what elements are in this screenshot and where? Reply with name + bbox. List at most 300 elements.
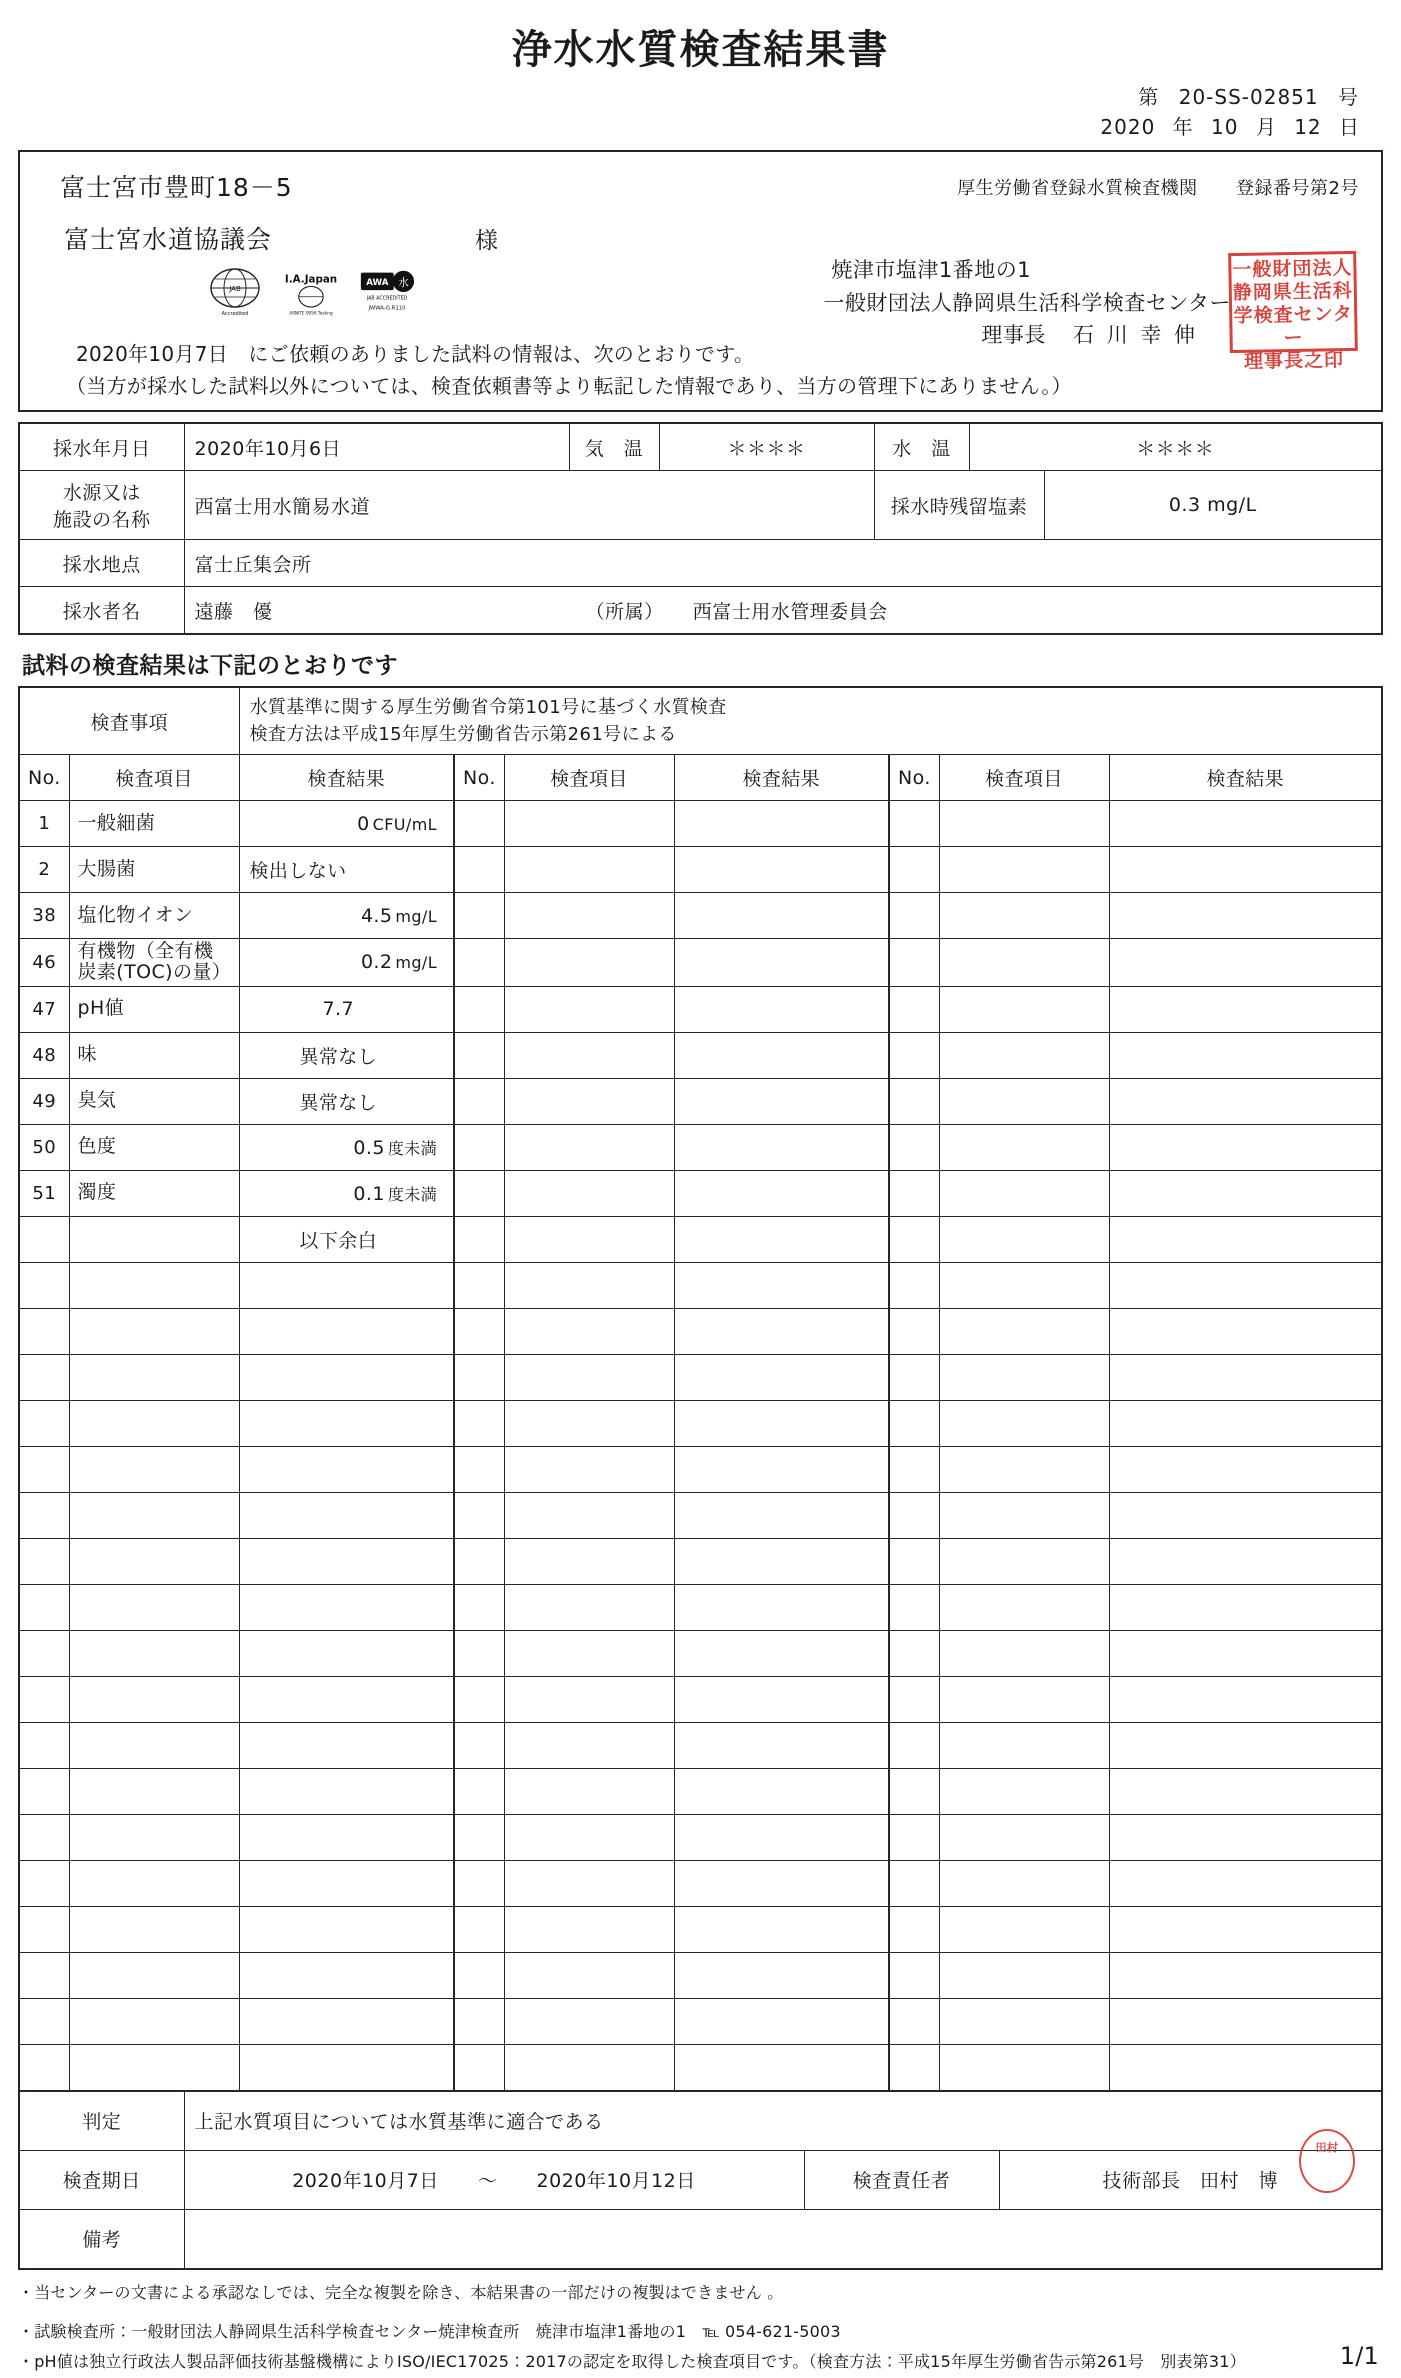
result-no-3 (889, 1722, 939, 1768)
result-item-3 (939, 939, 1109, 987)
result-no-3 (889, 1492, 939, 1538)
result-value-cell (239, 1400, 454, 1446)
result-item-2 (504, 1262, 674, 1308)
result-no (19, 1216, 69, 1262)
result-value-cell-3 (1109, 1492, 1382, 1538)
table-row (19, 1262, 1382, 1308)
ia-japan-logo (281, 264, 341, 320)
result-no-2 (454, 1078, 504, 1124)
table-row (19, 1308, 1382, 1354)
footnote-1: ・当センターの文書による承認なしでは、完全な複製を除き、本結果書の一部だけの複製はできません 。 (18, 2282, 784, 2302)
result-value-cell-2 (674, 1262, 889, 1308)
col-result-2: 検査結果 (674, 755, 889, 801)
remarks-row (19, 2209, 1382, 2269)
result-value-cell (239, 1998, 454, 2044)
result-value-cell (239, 1906, 454, 1952)
result-value-cell-3 (1109, 986, 1382, 1032)
result-no: 2 (19, 847, 69, 893)
issue-month: 10 (1211, 115, 1239, 139)
jwwa-logo (357, 264, 417, 320)
result-no-2 (454, 1952, 504, 1998)
results-section-heading: 試料の検査結果は下記のとおりです (22, 653, 398, 679)
svg-text:JAB ACCREDITED: JAB ACCREDITED (366, 296, 408, 302)
result-item-line1: 有機物（全有機 (77, 940, 214, 962)
result-no: 47 (19, 986, 69, 1032)
result-no-2 (454, 1400, 504, 1446)
header-box (18, 150, 1383, 412)
facility-name-label-line2: 施設の名称 (52, 509, 151, 531)
result-item-2 (504, 801, 674, 847)
notice-line-1: 2020年10月7日 にご依頼のありました試料の情報は、次のとおりです。 (76, 342, 755, 366)
result-unit: 度未満 (387, 1184, 438, 1204)
inspection-results-table (18, 686, 1383, 2092)
result-no-2 (454, 1492, 504, 1538)
result-item-3 (939, 1400, 1109, 1446)
table-row (19, 1676, 1382, 1722)
col-no-2: No. (454, 755, 504, 801)
result-no-2 (454, 801, 504, 847)
result-item-2 (504, 1630, 674, 1676)
table-row (19, 801, 1382, 847)
table-row (19, 1400, 1382, 1446)
result-unit: mg/L (395, 906, 438, 926)
result-no-2 (454, 1630, 504, 1676)
result-value-cell-2 (674, 1906, 889, 1952)
result-item: 臭気 (69, 1078, 239, 1124)
result-item-2 (504, 2044, 674, 2091)
result-value-cell-2 (674, 1078, 889, 1124)
result-item (69, 1262, 239, 1308)
table-row (19, 423, 1382, 471)
result-item-3 (939, 1860, 1109, 1906)
result-value-cell (239, 1262, 454, 1308)
result-no-2 (454, 1860, 504, 1906)
result-no-2 (454, 1216, 504, 1262)
sampler-name-value: 遠藤 優 (194, 600, 273, 623)
remarks-value (184, 2209, 1382, 2269)
table-row (19, 1952, 1382, 1998)
table-row (19, 1814, 1382, 1860)
result-value-cell-2 (674, 1538, 889, 1584)
result-value: 検出しない (249, 860, 347, 882)
result-no (19, 1354, 69, 1400)
svg-text:ASNITE 0056 Testing: ASNITE 0056 Testing (289, 310, 333, 316)
responsible-value: 技術部長 田村 博 (1102, 2170, 1278, 2193)
accreditation-logos (205, 264, 417, 320)
remarks-label: 備考 (19, 2209, 184, 2269)
result-value-cell-2 (674, 1952, 889, 1998)
summary-footer-table (18, 2090, 1383, 2270)
result-value-cell-3 (1109, 1860, 1382, 1906)
result-item-2 (504, 1814, 674, 1860)
result-no-2 (454, 847, 504, 893)
result-no-3 (889, 1906, 939, 1952)
result-value-cell (239, 986, 454, 1032)
result-value-cell-3 (1109, 1400, 1382, 1446)
col-item-1: 検査項目 (69, 755, 239, 801)
result-value-cell (239, 1032, 454, 1078)
result-value-cell (239, 1170, 454, 1216)
result-value-cell-3 (1109, 1216, 1382, 1262)
criteria-row (19, 687, 1382, 755)
col-item-2: 検査項目 (504, 755, 674, 801)
result-value-cell-3 (1109, 1078, 1382, 1124)
result-no-3 (889, 1308, 939, 1354)
sampler-name-cell (184, 587, 1382, 635)
result-item (69, 1400, 239, 1446)
table-row (19, 1860, 1382, 1906)
result-value-cell-3 (1109, 1446, 1382, 1492)
result-no-3 (889, 2044, 939, 2091)
sampling-date-value: 2020年10月6日 (184, 423, 569, 471)
result-no-2 (454, 1768, 504, 1814)
result-no-2 (454, 1308, 504, 1354)
footnote-3: ・pH値は独立行政法人製品評価技術基盤機構によりISO/IEC17025：2017の認定を取得した検査項目です。（検査方法：平成15年厚生労働省告示第261号 別表第31） (18, 2351, 1246, 2371)
result-value-cell-2 (674, 1400, 889, 1446)
air-temp-value: ＊＊＊＊ (659, 423, 874, 471)
result-no-2 (454, 1722, 504, 1768)
result-value-cell (239, 1722, 454, 1768)
result-item-2 (504, 1032, 674, 1078)
result-no-3 (889, 939, 939, 987)
notice-line-2: （当方が採水した試料以外については、検査依頼書等より転記した情報であり、当方の管理下にありません。） (66, 374, 1072, 398)
result-item (69, 1584, 239, 1630)
criteria-line-2: 検査方法は平成15年厚生労働省告示第261号による (249, 724, 677, 745)
result-item-3 (939, 1584, 1109, 1630)
sampling-point-value: 富士丘集会所 (184, 540, 1382, 587)
sampler-name-label: 採水者名 (19, 587, 184, 635)
table-row (19, 587, 1382, 635)
issuer-name: 石 川 幸 伸 (1073, 323, 1199, 348)
result-no-2 (454, 1032, 504, 1078)
result-item-3 (939, 1998, 1109, 2044)
result-no (19, 1998, 69, 2044)
result-value-cell (239, 939, 454, 987)
result-no-3 (889, 1262, 939, 1308)
result-value-cell-2 (674, 939, 889, 987)
result-item (69, 1722, 239, 1768)
affiliation-value: 西富士用水管理委員会 (692, 600, 888, 623)
judgement-label: 判定 (19, 2091, 184, 2151)
svg-text:I.A.Japan: I.A.Japan (284, 273, 338, 286)
result-item (69, 1354, 239, 1400)
result-item: pH値 (69, 986, 239, 1032)
footnote-2: ・試験検査所：一般財団法人静岡県生活科学検査センター焼津検査所 焼津市塩津1番地の1 ℡ 054-621-5003 (18, 2322, 841, 2342)
result-item-3 (939, 1492, 1109, 1538)
result-item (69, 1676, 239, 1722)
document-number-suffix: 号 (1338, 85, 1359, 109)
result-no (19, 1722, 69, 1768)
table-row (19, 1768, 1382, 1814)
result-item-3 (939, 1538, 1109, 1584)
result-item (69, 1768, 239, 1814)
result-value-cell-2 (674, 1860, 889, 1906)
result-item-2 (504, 1906, 674, 1952)
result-no-3 (889, 1584, 939, 1630)
result-no-2 (454, 986, 504, 1032)
issuer-block (823, 254, 1231, 352)
result-no-3 (889, 1768, 939, 1814)
result-value-cell (239, 1216, 454, 1262)
table-row (19, 1492, 1382, 1538)
header-meta (18, 82, 1383, 142)
result-value: 異常なし (299, 1045, 378, 1068)
result-value-cell-2 (674, 893, 889, 939)
svg-text:JAB: JAB (229, 285, 241, 293)
result-value: 0.5 (353, 1136, 385, 1159)
result-item: 一般細菌 (69, 801, 239, 847)
results-header-row (19, 755, 1382, 801)
result-value: 0.2 (360, 951, 393, 974)
result-value-cell-3 (1109, 1630, 1382, 1676)
result-no-3 (889, 1860, 939, 1906)
table-row (19, 1722, 1382, 1768)
col-result-3: 検査結果 (1109, 755, 1382, 801)
result-no (19, 1262, 69, 1308)
jab-mra-logo (205, 264, 265, 320)
result-no (19, 1814, 69, 1860)
period-from: 2020年10月7日 (292, 2170, 439, 2193)
result-value-cell-3 (1109, 1124, 1382, 1170)
table-row (19, 986, 1382, 1032)
result-item-3 (939, 1630, 1109, 1676)
result-item (69, 1492, 239, 1538)
issue-day: 12 (1294, 115, 1322, 139)
result-item-3 (939, 1952, 1109, 1998)
result-no (19, 1676, 69, 1722)
table-row (19, 939, 1382, 987)
result-no: 49 (19, 1078, 69, 1124)
result-value-cell (239, 1308, 454, 1354)
result-value-cell-3 (1109, 939, 1382, 987)
result-item-3 (939, 801, 1109, 847)
result-item-3 (939, 1354, 1109, 1400)
registration-line (957, 174, 1359, 200)
result-no-2 (454, 939, 504, 987)
issuer-title: 理事長 (981, 323, 1046, 348)
result-value-cell-3 (1109, 1354, 1382, 1400)
result-value-cell-3 (1109, 801, 1382, 847)
sampling-date-label: 採水年月日 (19, 423, 184, 471)
result-item (69, 1906, 239, 1952)
result-item: 大腸菌 (69, 847, 239, 893)
result-item-3 (939, 847, 1109, 893)
result-item-3 (939, 1768, 1109, 1814)
facility-name-label (19, 471, 184, 540)
result-item-line2: 炭素(TOC)の量） (77, 961, 232, 984)
result-value-cell (239, 847, 454, 893)
table-row (19, 1078, 1382, 1124)
result-no-3 (889, 1400, 939, 1446)
result-no-3 (889, 847, 939, 893)
result-value-cell (239, 1630, 454, 1676)
result-value-cell-2 (674, 1170, 889, 1216)
result-value-cell-3 (1109, 1814, 1382, 1860)
result-value-cell (239, 1952, 454, 1998)
result-no-3 (889, 1446, 939, 1492)
result-item-2 (504, 1170, 674, 1216)
document-number-prefix: 第 (1138, 85, 1160, 109)
result-value-cell-2 (674, 1676, 889, 1722)
result-no: 50 (19, 1124, 69, 1170)
result-item-2 (504, 1538, 674, 1584)
result-item-2 (504, 1354, 674, 1400)
result-value-cell-2 (674, 1446, 889, 1492)
issue-date-line (18, 112, 1365, 142)
result-no-2 (454, 1998, 504, 2044)
result-value-cell-2 (674, 1492, 889, 1538)
result-no (19, 1584, 69, 1630)
responsible-seal-stamp: 田村 (1299, 2129, 1355, 2193)
result-no-3 (889, 1998, 939, 2044)
page-number: 1/1 (1339, 2341, 1379, 2370)
table-row (19, 847, 1382, 893)
result-item (69, 1952, 239, 1998)
table-row (19, 1584, 1382, 1630)
result-no (19, 1952, 69, 1998)
sample-info-table (18, 422, 1383, 635)
result-value-cell-2 (674, 1722, 889, 1768)
result-item-2 (504, 1078, 674, 1124)
result-value-cell (239, 893, 454, 939)
col-no-3: No. (889, 755, 939, 801)
issue-year-unit: 年 (1172, 115, 1194, 139)
result-value-cell-3 (1109, 1952, 1382, 1998)
result-item-2 (504, 1492, 674, 1538)
result-no (19, 1492, 69, 1538)
result-value-cell-2 (674, 1998, 889, 2044)
result-item-2 (504, 939, 674, 987)
result-no: 1 (19, 801, 69, 847)
client-honorific: 様 (475, 228, 498, 254)
result-rows-body (19, 801, 1382, 2091)
result-value: 7.7 (322, 998, 354, 1021)
result-item-3 (939, 986, 1109, 1032)
table-row (19, 1032, 1382, 1078)
result-no-3 (889, 1216, 939, 1262)
result-no-2 (454, 1354, 504, 1400)
result-no-3 (889, 1814, 939, 1860)
result-value-cell-3 (1109, 847, 1382, 893)
result-value-cell (239, 1354, 454, 1400)
result-value-cell-3 (1109, 1584, 1382, 1630)
table-row (19, 471, 1382, 540)
table-row (19, 1170, 1382, 1216)
result-no-3 (889, 1078, 939, 1124)
result-value-cell-3 (1109, 1906, 1382, 1952)
svg-text:AWA: AWA (366, 278, 389, 289)
affiliation-label: （所属） (585, 600, 664, 623)
table-row (19, 540, 1382, 587)
table-row (19, 1630, 1382, 1676)
client-name: 富士宮水道協議会 (64, 225, 273, 254)
result-no (19, 1308, 69, 1354)
result-no (19, 1538, 69, 1584)
result-item: 味 (69, 1032, 239, 1078)
period-label: 検査期日 (19, 2150, 184, 2209)
result-no-2 (454, 2044, 504, 2091)
result-item-2 (504, 1400, 674, 1446)
result-item: 色度 (69, 1124, 239, 1170)
result-no-2 (454, 1124, 504, 1170)
result-no-2 (454, 1676, 504, 1722)
result-value-cell-3 (1109, 1998, 1382, 2044)
result-value-cell-2 (674, 1584, 889, 1630)
registration-number: 登録番号第2号 (1236, 178, 1359, 199)
result-no-3 (889, 801, 939, 847)
result-value-cell (239, 1492, 454, 1538)
result-value-cell (239, 801, 454, 847)
result-value-cell-2 (674, 1814, 889, 1860)
result-value-cell-3 (1109, 1768, 1382, 1814)
result-no-3 (889, 1032, 939, 1078)
result-no-3 (889, 1538, 939, 1584)
result-value-cell (239, 2044, 454, 2091)
result-item (69, 1814, 239, 1860)
result-item-3 (939, 1446, 1109, 1492)
result-value-cell-3 (1109, 1538, 1382, 1584)
result-value-cell (239, 1078, 454, 1124)
residual-chlorine-value: 0.3 mg/L (1044, 471, 1382, 540)
result-item (69, 1538, 239, 1584)
result-item-2 (504, 1722, 674, 1768)
result-item-3 (939, 1124, 1109, 1170)
result-item: 濁度 (69, 1170, 239, 1216)
result-value-cell-2 (674, 1124, 889, 1170)
table-row (19, 1216, 1382, 1262)
document-number-value: 20-SS-02851 (1178, 85, 1319, 109)
table-row (19, 1446, 1382, 1492)
criteria-label: 検査事項 (19, 687, 239, 755)
official-seal-stamp: 一般財団法人 静岡県生活科 学検査センター 理事長之印 (1228, 251, 1358, 353)
result-value: 以下余白 (299, 1229, 378, 1252)
result-value-cell-3 (1109, 1722, 1382, 1768)
result-item (69, 1446, 239, 1492)
result-no: 48 (19, 1032, 69, 1078)
result-value-cell (239, 1676, 454, 1722)
notice-text (66, 338, 1072, 402)
result-value-cell-2 (674, 1032, 889, 1078)
result-value: 4.5 (360, 904, 393, 927)
issue-year: 2020 (1100, 115, 1156, 139)
document-number-line (18, 82, 1365, 112)
result-unit: mg/L (395, 953, 438, 973)
result-value-cell-3 (1109, 1676, 1382, 1722)
table-row (19, 1354, 1382, 1400)
result-item-2 (504, 1216, 674, 1262)
issuer-organization: 一般財団法人静岡県生活科学検査センター (823, 290, 1231, 315)
table-row (19, 1124, 1382, 1170)
result-item-3 (939, 1906, 1109, 1952)
result-item (69, 1998, 239, 2044)
criteria-text (239, 687, 1382, 755)
result-item-2 (504, 893, 674, 939)
responsible-value-cell (999, 2140, 1382, 2209)
result-no-3 (889, 1354, 939, 1400)
result-value-cell (239, 1124, 454, 1170)
result-value: 0 (357, 812, 370, 835)
judgement-row (19, 2091, 1382, 2151)
facility-name-value: 西富士用水簡易水道 (184, 471, 874, 540)
period-tilde: 〜 (477, 2170, 498, 2193)
table-row (19, 1998, 1382, 2044)
issue-day-unit: 日 (1339, 115, 1360, 139)
result-value-cell (239, 1814, 454, 1860)
result-value-cell (239, 1860, 454, 1906)
sampling-point-label: 採水地点 (19, 540, 184, 587)
svg-text:JWWA-G.R110: JWWA-G.R110 (368, 305, 406, 312)
result-value-cell (239, 1584, 454, 1630)
